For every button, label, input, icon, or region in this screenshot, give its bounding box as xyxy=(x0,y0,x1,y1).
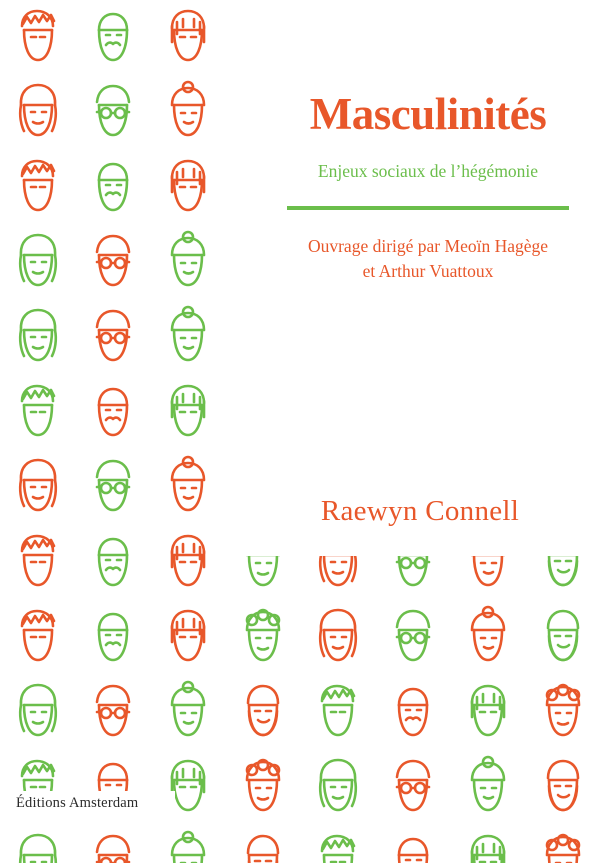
face-icon xyxy=(450,825,525,863)
face-icon xyxy=(150,450,225,525)
face-icon xyxy=(75,300,150,375)
face-icon xyxy=(525,600,600,675)
face-icon xyxy=(0,450,75,525)
face-icon xyxy=(150,300,225,375)
face-icon xyxy=(0,825,75,863)
face-icon xyxy=(75,75,150,150)
face-icon xyxy=(300,825,375,863)
face-icon xyxy=(150,675,225,750)
face-icon xyxy=(0,375,75,450)
cover-text-block xyxy=(240,0,600,556)
face-icon xyxy=(525,825,600,863)
face-icon xyxy=(150,150,225,225)
face-icon xyxy=(150,525,225,600)
face-icon xyxy=(525,675,600,750)
publisher-name: Éditions Amsterdam xyxy=(16,795,139,811)
face-icon xyxy=(375,600,450,675)
face-icon xyxy=(75,525,150,600)
face-icon xyxy=(0,225,75,300)
face-icon xyxy=(75,825,150,863)
face-icon xyxy=(300,750,375,825)
face-icon xyxy=(225,825,300,863)
face-icon xyxy=(150,600,225,675)
face-icon xyxy=(225,600,300,675)
face-icon xyxy=(0,75,75,150)
editors-line-2: et Arthur Vuattoux xyxy=(362,261,494,282)
face-icon xyxy=(150,75,225,150)
face-icon xyxy=(225,675,300,750)
face-icon xyxy=(0,675,75,750)
face-icon xyxy=(300,675,375,750)
face-icon xyxy=(525,750,600,825)
face-icon xyxy=(450,675,525,750)
face-icon xyxy=(150,0,225,75)
face-icon xyxy=(0,525,75,600)
face-icon xyxy=(150,375,225,450)
book-editors xyxy=(278,210,578,285)
book-title: Masculinités xyxy=(309,89,547,139)
editors-line-1: Ouvrage dirigé par Meoïn Hagège xyxy=(307,235,549,256)
face-icon xyxy=(375,675,450,750)
publisher-band xyxy=(0,791,175,816)
face-icon xyxy=(300,600,375,675)
face-icon xyxy=(75,600,150,675)
face-icon xyxy=(150,825,225,863)
face-icon xyxy=(375,825,450,863)
face-icon xyxy=(75,0,150,75)
face-icon xyxy=(75,150,150,225)
face-icon xyxy=(375,750,450,825)
face-icon xyxy=(75,450,150,525)
face-icon xyxy=(450,600,525,675)
book-author: Raewyn Connell xyxy=(320,495,520,527)
face-icon xyxy=(225,750,300,825)
face-icon xyxy=(0,150,75,225)
face-icon xyxy=(0,0,75,75)
face-icon xyxy=(450,750,525,825)
face-icon xyxy=(0,300,75,375)
face-icon xyxy=(75,225,150,300)
face-icon xyxy=(0,600,75,675)
book-subtitle: Enjeux sociaux de l’hégémonie xyxy=(317,161,539,181)
face-icon xyxy=(150,225,225,300)
face-icon xyxy=(75,375,150,450)
face-icon xyxy=(75,675,150,750)
